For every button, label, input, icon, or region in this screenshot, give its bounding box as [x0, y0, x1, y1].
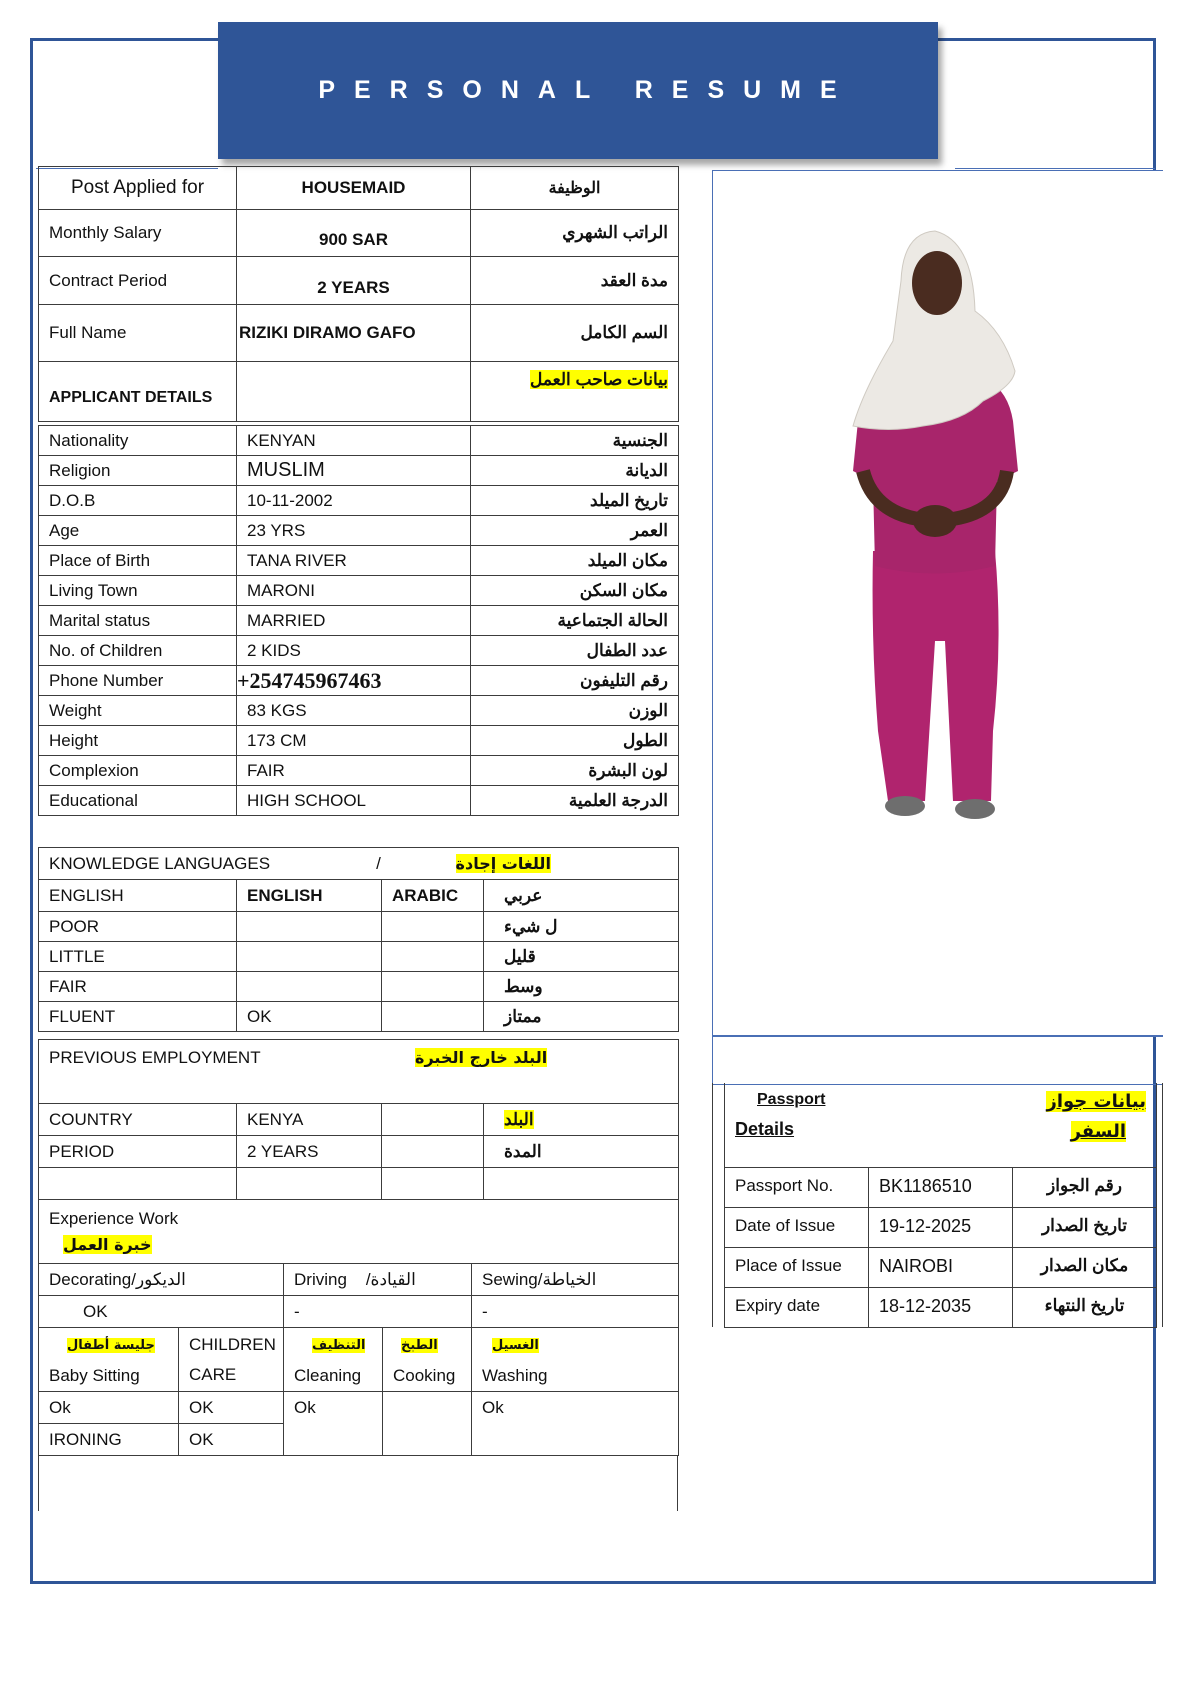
table-row: [39, 426, 679, 456]
divider: [955, 168, 1155, 169]
passport-title-ar-2: السفر: [1070, 1121, 1126, 1142]
contract-value: 2 YEARS: [237, 257, 471, 305]
post-ar: الوظيفة: [471, 167, 679, 210]
country-empty: [382, 1104, 484, 1136]
washing-ar: الغسيل: [492, 1337, 539, 1353]
field-label: Place of Birth: [39, 546, 237, 576]
page-title: PERSONAL RESUME: [318, 76, 856, 104]
arabic-level: [382, 1002, 484, 1032]
driving-ar: /القيادة: [365, 1269, 416, 1289]
lang-col4-ar: عربي: [484, 880, 679, 912]
language-level: POOR: [39, 912, 237, 942]
language-level: LITTLE: [39, 942, 237, 972]
contract-label: Contract Period: [39, 257, 237, 305]
period-ar: المدة: [484, 1136, 679, 1168]
childcare-label-2: CARE: [189, 1364, 237, 1384]
language-level-ar: ممتاز: [484, 1002, 679, 1032]
washing-label: Washing: [482, 1365, 548, 1385]
cooking-label: Cooking: [393, 1365, 456, 1385]
field-value: HIGH SCHOOL: [237, 786, 471, 816]
decorating-value: OK: [39, 1296, 284, 1328]
table-row: [39, 486, 679, 516]
table-row: [39, 726, 679, 756]
field-label: Height: [39, 726, 237, 756]
divider: [677, 1455, 678, 1511]
table-row: [39, 546, 679, 576]
field-label-ar: عدد الطفال: [471, 636, 679, 666]
field-label-ar: الجنسية: [471, 426, 679, 456]
details-empty: [237, 362, 471, 422]
table-row: [39, 696, 679, 726]
field-label: Age: [39, 516, 237, 546]
person-figure: [713, 171, 1163, 1036]
sewing-label: Sewing/الخياطة: [472, 1264, 679, 1296]
field-label-ar: الدرجة العلمية: [471, 786, 679, 816]
arabic-level: [382, 942, 484, 972]
job-table: [38, 166, 679, 422]
field-label: D.O.B: [39, 486, 237, 516]
passport-field-label: Expiry date: [725, 1287, 869, 1327]
driving-label: Driving: [294, 1269, 347, 1289]
field-label-ar: الوزن: [471, 696, 679, 726]
field-label: Marital status: [39, 606, 237, 636]
personal-table: [38, 425, 679, 816]
pants-shape: [873, 551, 999, 801]
sewing-value: -: [472, 1296, 679, 1328]
languages-table: [38, 847, 679, 1032]
field-label: Educational: [39, 786, 237, 816]
field-label-ar: رقم التليفون: [471, 666, 679, 696]
field-value: MUSLIM: [237, 456, 471, 486]
field-value: 10-11-2002: [237, 486, 471, 516]
field-label: Religion: [39, 456, 237, 486]
field-label: Nationality: [39, 426, 237, 456]
field-value: MARONI: [237, 576, 471, 606]
post-value: HOUSEMAID: [237, 167, 471, 210]
table-row: [39, 636, 679, 666]
babysitting-ar: جليسة أطفال: [67, 1337, 155, 1353]
name-ar: السم الكامل: [471, 305, 679, 362]
table-row: [713, 1287, 1163, 1327]
country-ar: البلد: [504, 1109, 534, 1129]
passport-field-label: Date of Issue: [725, 1207, 869, 1247]
salary-label: Monthly Salary: [39, 210, 237, 257]
table-row: [39, 666, 679, 696]
title-banner: [218, 22, 938, 159]
details-label: APPLICANT DETAILS: [39, 362, 237, 422]
table-row: [39, 912, 679, 942]
field-value: TANA RIVER: [237, 546, 471, 576]
employment-table: [38, 1039, 679, 1200]
field-value: 83 KGS: [237, 696, 471, 726]
salary-value: 900 SAR: [237, 210, 471, 257]
languages-header: KNOWLEDGE LANGUAGES: [49, 853, 271, 873]
table-row: [713, 1247, 1163, 1287]
field-value: +254745967463: [237, 666, 471, 696]
ironing-label: IRONING: [39, 1424, 179, 1456]
passport-field-value: 18-12-2035: [869, 1287, 1013, 1327]
passport-field-ar: مكان الصدار: [1013, 1247, 1157, 1287]
decorating-label: Decorating/الديكور: [39, 1264, 284, 1296]
field-value: 23 YRS: [237, 516, 471, 546]
washing-value: Ok: [472, 1392, 679, 1456]
post-label: Post Applied for: [39, 167, 237, 210]
childcare-value: OK: [179, 1392, 284, 1424]
experience-header-ar: خبرة العمل: [63, 1235, 152, 1254]
field-value: 2 KIDS: [237, 636, 471, 666]
passport-field-ar: تاريخ الصدار: [1013, 1207, 1157, 1247]
field-value: KENYAN: [237, 426, 471, 456]
passport-field-label: Place of Issue: [725, 1247, 869, 1287]
name-value: RIZIKI DIRAMO GAFO: [237, 305, 471, 362]
field-value: FAIR: [237, 756, 471, 786]
field-label: Weight: [39, 696, 237, 726]
table-row: [39, 576, 679, 606]
field-label-ar: الطول: [471, 726, 679, 756]
driving-value: -: [284, 1296, 472, 1328]
table-row: [713, 1167, 1163, 1207]
passport-field-value: NAIROBI: [869, 1247, 1013, 1287]
arabic-level: [382, 972, 484, 1002]
field-label-ar: مكان السكن: [471, 576, 679, 606]
passport-title-2: Details: [735, 1119, 795, 1139]
field-label: Living Town: [39, 576, 237, 606]
babysitting-label: Baby Sitting: [49, 1365, 140, 1385]
passport-table: [712, 1083, 1163, 1328]
english-level: OK: [237, 1002, 382, 1032]
field-label-ar: لون البشرة: [471, 756, 679, 786]
language-level: FLUENT: [39, 1002, 237, 1032]
language-level-ar: وسط: [484, 972, 679, 1002]
applicant-photo: [712, 170, 1163, 1037]
salary-ar: الراتب الشهري: [471, 210, 679, 257]
field-label-ar: الحالة الجتماعية: [471, 606, 679, 636]
table-row: [39, 942, 679, 972]
experience-header: Experience Work: [49, 1209, 179, 1228]
table-row: [39, 516, 679, 546]
field-label: Phone Number: [39, 666, 237, 696]
lang-col1: ENGLISH: [39, 880, 237, 912]
language-level-ar: ل شيء: [484, 912, 679, 942]
left-shoe: [885, 796, 925, 816]
english-level: [237, 972, 382, 1002]
language-level: FAIR: [39, 972, 237, 1002]
languages-header-ar: اللغات إجادة: [455, 853, 551, 873]
divider: [38, 1455, 39, 1511]
cleaning-ar: التنظيف: [312, 1337, 366, 1353]
passport-field-ar: رقم الجواز: [1013, 1167, 1157, 1207]
hands-shape: [913, 505, 957, 537]
lang-col2: ENGLISH: [237, 880, 382, 912]
field-label-ar: تاريخ الميلد: [471, 486, 679, 516]
experience-table: [38, 1199, 679, 1456]
field-value: MARRIED: [237, 606, 471, 636]
employment-header-ar: البلد خارج الخبرة: [415, 1048, 548, 1067]
passport-title-ar-1: بيانات جواز: [1046, 1091, 1146, 1112]
passport-field-ar: تاريخ النتهاء: [1013, 1287, 1157, 1327]
ironing-value: OK: [179, 1424, 284, 1456]
english-level: [237, 912, 382, 942]
right-shoe: [955, 799, 995, 819]
passport-field-value: BK1186510: [869, 1167, 1013, 1207]
face-shape: [912, 251, 962, 315]
table-row: [39, 756, 679, 786]
english-level: [237, 942, 382, 972]
lang-col3: ARABIC: [382, 880, 484, 912]
cooking-ar: الطبخ: [401, 1337, 438, 1353]
table-row: [39, 456, 679, 486]
language-level-ar: قليل: [484, 942, 679, 972]
table-row: [713, 1207, 1163, 1247]
period-value: 2 YEARS: [237, 1136, 382, 1168]
contract-ar: مدة العقد: [471, 257, 679, 305]
passport-field-label: Passport No.: [725, 1167, 869, 1207]
country-label: COUNTRY: [39, 1104, 237, 1136]
period-empty: [382, 1136, 484, 1168]
babysitting-value: Ok: [39, 1392, 179, 1424]
field-label: No. of Children: [39, 636, 237, 666]
field-label: Complexion: [39, 756, 237, 786]
table-row: [39, 786, 679, 816]
details-ar: بيانات صاحب العمل: [529, 370, 668, 389]
childcare-label-1: CHILDREN: [189, 1334, 276, 1354]
passport-field-value: 19-12-2025: [869, 1207, 1013, 1247]
employment-header: PREVIOUS EMPLOYMENT: [49, 1048, 261, 1067]
field-label-ar: الديانة: [471, 456, 679, 486]
photo-separator: [712, 1035, 1163, 1085]
field-value: 173 CM: [237, 726, 471, 756]
languages-slash: /: [376, 853, 381, 873]
arabic-level: [382, 912, 484, 942]
field-label-ar: مكان الميلد: [471, 546, 679, 576]
cleaning-value: Ok: [284, 1392, 383, 1456]
passport-title-1: Passport: [757, 1091, 826, 1108]
table-row: [39, 1002, 679, 1032]
table-row: [39, 606, 679, 636]
period-label: PERIOD: [39, 1136, 237, 1168]
name-label: Full Name: [39, 305, 237, 362]
table-row: [39, 972, 679, 1002]
cleaning-label: Cleaning: [294, 1365, 362, 1385]
country-value: KENYA: [237, 1104, 382, 1136]
field-label-ar: العمر: [471, 516, 679, 546]
cooking-value: [383, 1392, 472, 1456]
